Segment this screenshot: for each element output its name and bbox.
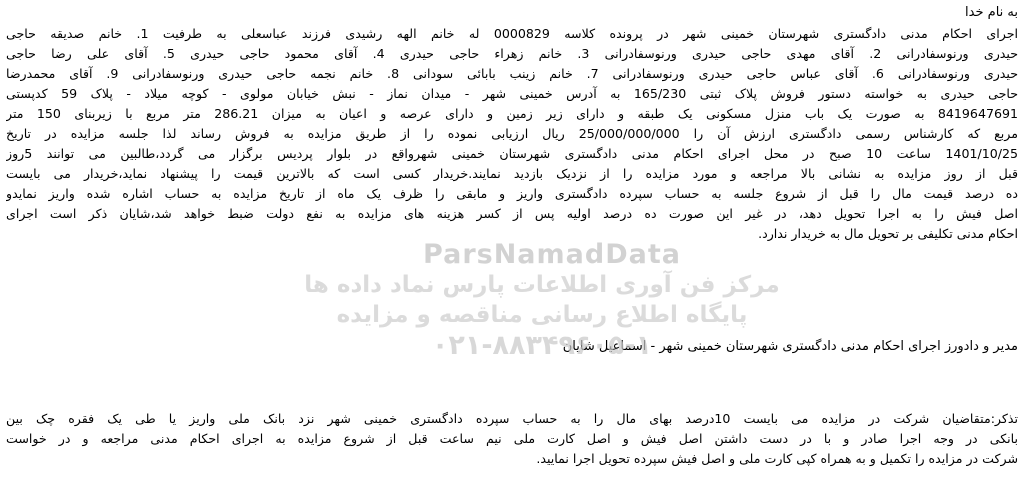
watermark-subtitle: مرکز فن آوری اطلاعات پارس نماد داده ها: [304, 272, 780, 298]
body-line: 8419647691 به صورت یک باب منزل مسکونی یک طبقه و دارای زیر زمین و دارای عرصه و اعیان به میزان 286.21 متر مربع با زیربنای 150 متر: [6, 106, 1018, 121]
signature-line: مدیر و دادورز اجرای احکام مدنی دادگستری شهرستان خمینی شهر - اسماعیل شایان: [562, 339, 1018, 354]
watermark-phone: ۰۲۱-۸۸۳۴۹۶۰۵-۱: [431, 330, 653, 361]
body-line: قبل از روز مزایده به نشانی بالا مراجعه و مورد مزایده را از نزدیک بازدید نمایند.خریدار کسی است که بالاترین قیمت را پیشنهاد نماید،خریدار می بایست: [6, 166, 1018, 181]
body-line: 1401/10/25 ساعت 10 صبح در محل اجرای احکام مدنی دادگستری شهرستان خمینی شهرواقع در بلوار پردیس برگزار می گردد،طالبین می توانند 5روز: [6, 146, 1018, 161]
note-line: بانکی در وجه اجرا صادر و با در دست داشتن اصل فیش و اصل کارت ملی نیم ساعت قبل از شروع مزایده به اجرای احکام مدنی مراجعه و در خواست: [6, 431, 1018, 446]
body-line: اصل فیش را به اجرا تحویل دهد، در غیر این صورت ده درصد اولیه پس از کسر هزینه های مزایده به نفع دولت ضبط خواهد شد،شایان ذکر است اجرای: [6, 206, 1018, 221]
body-line: حیدری ورنوسفادرانی 2. آقای مهدی حاجی حیدری ورنوسفادرانی 3. خانم زهراء حاجی حیدری 4. آقای محمود حاجی حیدری 5. آقای علی رضا حاجی: [6, 46, 1018, 61]
body-line: حیدری ورنوسفادرانی 6. آقای عباس حاجی حیدری ورنوسفادرانی 7. خانم زینب بابائی سودانی 8. خانم نجمه حاجی حیدری ورنوسفادرانی 9. آقای محمدرضا: [6, 66, 1018, 81]
body-line: حاجی حیدری به خواسته دستور فروش پلاک ثبتی 165/230 به آدرس خمینی شهر - میدان نماز - نبش خیابان مولوی - کوچه میلاد - پلاک 59 کدپستی: [6, 86, 1018, 101]
body-line: مربع که کارشناس رسمی دادگستری ارزش آن را 25/000/000/000 ریال ارزیابی نموده را از طریق مزایده به فروش رساند لذا جلسه مزایده در تاریخ: [6, 126, 1018, 141]
body-line: احکام مدنی تکلیفی بر تحویل مال به خریدار ندارد.: [758, 226, 1018, 241]
note-line: شرکت در مزایده را تکمیل و به همراه کپی کارت ملی و اصل فیش سپرده تحویل اجرا نمایید.: [536, 451, 1018, 466]
watermark-brand: ParsNamadData: [423, 239, 681, 270]
body-line: اجرای احکام مدنی دادگستری شهرستان خمینی شهر در پرونده کلاسه 0000829 له خانم الهه رشیدی فرزند عباسعلی به طرفیت 1. خانم صدیقه حاجی: [6, 26, 1018, 41]
document-heading: به نام خدا: [965, 5, 1018, 20]
note-line: تذکر:متقاضیان شرکت در مزایده می بایست 10درصد بهای مال را به حساب سپرده دادگستری خمینی شهر نزد بانک ملی واریز یا طی یک فقره چک بین: [6, 411, 1018, 426]
watermark-tagline: پایگاه اطلاع رسانی مناقصه و مزایده: [336, 302, 748, 328]
body-line: ده درصد قیمت مال را قبل از شروع جلسه به حساب سپرده دادگستری واریز و مابقی را ظرف یک ماه از تاریخ مزایده به حساب اشاره شده واریز نمایدو: [6, 186, 1018, 201]
